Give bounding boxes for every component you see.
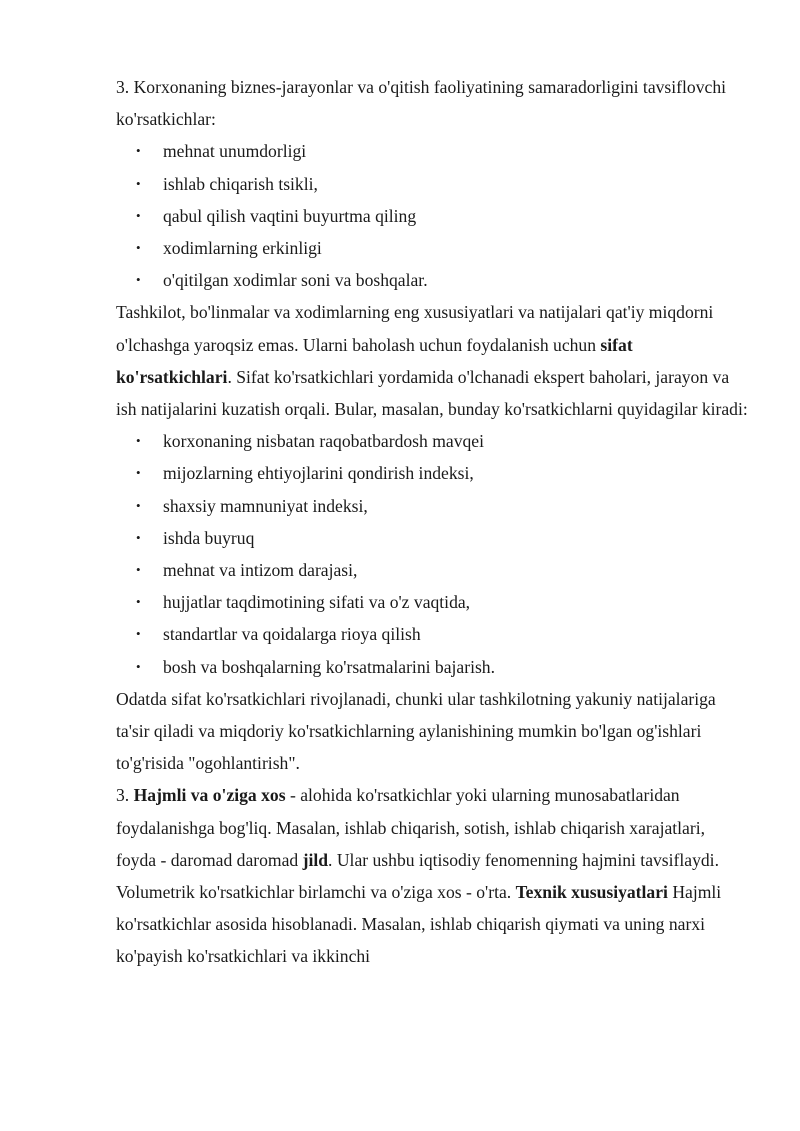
list-item [116,425,748,457]
list-item [116,586,748,618]
list-item [116,232,748,264]
list-item [116,200,748,232]
list-item-text: bosh va boshqalarning ko'rsatmalarini bajarish. [163,656,495,677]
bullet-icon: • [136,433,141,449]
list-item [116,168,748,200]
bold-term: Hajmli va o'ziga xos [133,785,286,806]
bullet-icon: • [136,240,141,256]
list-item-text: mijozlarning ehtiyojlarini qondirish indeksi, [163,463,474,484]
bullet-icon: • [136,272,141,288]
paragraph-text: . Ular ushbu iqtisodiy fenomenning hajmini tavsiflaydi. Volumetrik ko'rsatkichlar birlamchi va o'ziga xos - o'rta. [116,849,719,903]
list-item-text: korxonaning nisbatan raqobatbardosh mavqei [163,431,485,452]
list-item [116,264,748,296]
list-item [116,490,748,522]
list-item-text: shaxsiy mamnuniyat indeksi, [163,495,368,516]
list-item-text: hujjatlar taqdimotining sifati va o'z vaqtida, [163,592,471,613]
paragraph-text: Tashkilot, bo'linmalar va xodimlarning eng xususiyatlari va natijalari qat'iy miqdorni o'lchashga yaroqsiz emas. Ularni baholash uchun foydalanish uchun [116,302,714,355]
bullet-icon: • [136,497,141,513]
list-item-text: mehnat va intizom darajasi, [163,560,358,581]
list-item [116,618,748,650]
list-item-text: xodimlarning erkinligi [163,238,322,259]
section2-list [116,425,748,683]
document-body [116,71,748,973]
paragraph-text: 3. [116,785,134,806]
bullet-icon: • [136,594,141,610]
section1-list [116,135,748,296]
paragraph-text: . Sifat ko'rsatkichlari yordamida o'lchanadi ekspert baholari, jarayon va ish natijalarini kuzatish orqali. Bular, masalan, bunday ko'rsatkichlarni quyidagilar kiradi: [116,366,748,420]
list-item [116,457,748,489]
list-item [116,554,748,586]
list-item-text: standartlar va qoidalarga rioya qilish [163,624,421,645]
bullet-icon: • [136,626,141,642]
bullet-icon: • [136,175,141,191]
bullet-icon: • [136,529,141,545]
bullet-icon: • [136,562,141,578]
paragraph-text: Hajmli ko'rsatkichlar asosida hisoblanadi. Masalan, ishlab chiqarish qiymati va uning narxi ko'payish ko'rsatkichlari va ikkinchi [116,882,722,967]
bullet-icon: • [136,658,141,674]
list-item [116,522,748,554]
list-item-text: o'qitilgan xodimlar soni va boshqalar. [163,270,428,291]
bold-term: jild [302,849,329,870]
list-item-text: mehnat unumdorligi [163,141,307,162]
paragraph-volumetric [116,779,748,972]
bold-term: Texnik xususiyatlari [515,882,668,903]
list-item [116,135,748,167]
section1-heading: 3. Korxonaning biznes-jarayonlar va o'qitish faoliyatining samaradorligini tavsiflovchi ko'rsatkichlar: [116,77,726,130]
list-item-text: qabul qilish vaqtini buyurtma qiling [163,205,417,226]
paragraph-quality-indicators [116,296,748,425]
bullet-icon: • [136,143,141,159]
bullet-icon: • [136,465,141,481]
list-item-text: ishlab chiqarish tsikli, [163,173,318,194]
list-item-text: ishda buyruq [163,527,255,548]
paragraph-warning: Odatda sifat ko'rsatkichlari rivojlanadi, chunki ular tashkilotning yakuniy natijalariga ta'sir qiladi va miqdoriy ko'rsatkichlarning aylanishining mumkin bo'lgan og'ishlari to'g'risida "ogohlantirish". [116,688,716,774]
bullet-icon: • [136,207,141,223]
bold-term: sifat ko'rsatkichlari [116,334,633,387]
paragraph-text: - alohida ko'rsatkichlar yoki ularning munosabatlaridan foydalanishga bog'liq. Masalan, ishlab chiqarish, sotish, ishlab chiqarish xarajatlari, foyda - daromad daromad [116,785,706,870]
list-item [116,651,748,683]
